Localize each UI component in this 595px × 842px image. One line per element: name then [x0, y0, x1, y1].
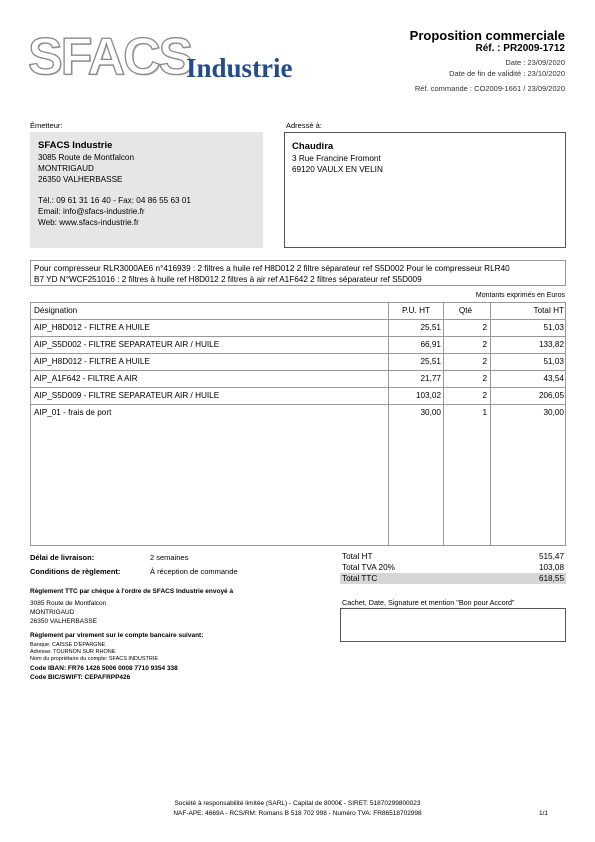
- item-total: 206,05: [538, 391, 564, 400]
- recipient-label: Adressé à:: [286, 121, 322, 130]
- logo-sfacs-text: SFACS: [28, 28, 192, 86]
- emitter-label: Émetteur:: [30, 121, 63, 130]
- company-logo: [28, 28, 318, 86]
- logo-industrie-text: Industrie: [186, 53, 293, 83]
- order-reference: Réf. commande : CO2009-1661 / 23/09/2020: [414, 84, 565, 93]
- document-title: Proposition commerciale: [409, 28, 565, 43]
- total-tva-label: Total TVA 20%: [342, 563, 395, 572]
- description-line: Pour compresseur RLR3000AE6 n°416939 : 2 filtres a huile ref H8D012 2 filtre séparateur ref S5D002 Pour le compresseur RLR40: [34, 264, 510, 273]
- item-total: 133,82: [538, 340, 564, 349]
- cheque-address-line: 3085 Route de Montfalcon: [30, 600, 107, 607]
- item-total: 51,03: [543, 323, 564, 332]
- emitter-phone: Tél.: 09 61 31 16 40 - Fax: 04 86 55 63 01: [38, 195, 191, 205]
- table-row: [31, 388, 565, 405]
- item-quantity: 2: [482, 391, 487, 400]
- recipient-address-line: 3 Rue Francine Fromont: [292, 154, 381, 163]
- cheque-payment-title: Règlement TTC par chèque à l'ordre de SFACS Industrie envoyé à: [30, 588, 234, 595]
- bank-name: Banque: CAISSE D'EPARGNE: [30, 642, 106, 648]
- total-tva-value: 103,08: [538, 563, 564, 572]
- item-designation: AIP_S5D009 - FILTRE SEPARATEUR AIR / HUILE: [34, 391, 220, 400]
- bic-code: Code BIC/SWIFT: CEPAFRPP426: [30, 673, 131, 681]
- emitter-address-line: 3085 Route de Montfalcon: [38, 153, 135, 162]
- table-row: [31, 337, 565, 354]
- item-quantity: 2: [482, 323, 487, 332]
- item-designation: AIP_S5D002 - FILTRE SEPARATEUR AIR / HUILE: [34, 340, 220, 349]
- item-total: 43,54: [543, 374, 564, 383]
- emitter-email: Email: info@sfacs-industrie.fr: [38, 206, 145, 216]
- table-row: [31, 320, 565, 337]
- delivery-delay-value: 2 semaines: [150, 553, 189, 562]
- total-ht-value: 515,47: [538, 552, 564, 561]
- table-row: [31, 354, 565, 371]
- footer-legal-line: Société à responsabilité limitée (SARL) - Capital de 8000€ - SIRET: 51870299800023: [174, 800, 421, 807]
- item-designation: AIP_H8D012 - FILTRE A HUILE: [34, 357, 150, 366]
- item-unit-price: 25,51: [420, 357, 441, 366]
- total-tva-row: [340, 562, 566, 573]
- table-row: [31, 371, 565, 388]
- item-unit-price: 103,02: [415, 391, 441, 400]
- table-header-row: [31, 303, 565, 320]
- proposal-description: [30, 260, 566, 286]
- delivery-delay-label: Délai de livraison:: [30, 553, 95, 562]
- item-designation: AIP_01 - frais de port: [34, 408, 112, 417]
- totals-block: [340, 551, 566, 584]
- page-number: 1/1: [538, 810, 548, 817]
- total-ht-row: [340, 551, 566, 562]
- validity-date: Date de fin de validité : 23/10/2020: [449, 69, 565, 78]
- bank-details: [30, 642, 290, 682]
- account-owner: Nom du propriétaire du compte: SFACS INDUSTRIE: [30, 656, 159, 663]
- header-quantity: Qté: [458, 306, 473, 315]
- item-quantity: 1: [482, 408, 487, 417]
- emitter-address-line: MONTRIGAUD: [38, 164, 94, 174]
- footer-registration-line: NAF-APE: 4669A - RCS/RM: Romans B 518 702 998 - Numéro TVA: FR86518702998: [173, 810, 422, 817]
- signature-box[interactable]: [340, 608, 566, 642]
- header-total: Total HT: [533, 306, 564, 315]
- iban-code: Code IBAN: FR76 1426 5006 0008 7710 9354 338: [30, 664, 178, 672]
- cheque-address-line: 26350 VALHERBASSE: [30, 618, 98, 625]
- recipient-address-line: 69120 VAULX EN VELIN: [292, 165, 383, 175]
- total-ttc-label: Total TTC: [342, 574, 378, 583]
- emitter-website: Web: www.sfacs-industrie.fr: [38, 218, 139, 228]
- item-quantity: 2: [482, 374, 487, 383]
- recipient-name: Chaudira: [292, 141, 334, 152]
- total-ttc-row: [340, 573, 566, 584]
- cheque-address: [30, 599, 230, 626]
- description-line: B7 YD N°WCF251016 : 2 filtres à huile ref H8D012 2 filtres à air ref A1F642 2 filtres séparateur ref S5D009: [34, 275, 422, 284]
- bank-address: Adresse: TOURNON SUR RHONE: [30, 649, 116, 656]
- header-unit-price: P.U. HT: [401, 306, 431, 315]
- item-designation: AIP_A1F642 - FILTRE A AIR: [34, 374, 138, 383]
- table-row: [31, 405, 565, 422]
- signature-label: Cachet, Date, Signature et mention "Bon pour Accord": [342, 598, 515, 607]
- items-table: [30, 302, 566, 546]
- emitter-address-line: 26350 VALHERBASSE: [38, 175, 123, 185]
- document-reference: Réf. : PR2009-1712: [475, 43, 565, 54]
- emitter-box: [30, 132, 263, 248]
- item-designation: AIP_H8D012 - FILTRE A HUILE: [34, 323, 150, 332]
- payment-conditions-label: Conditions de règlement:: [30, 567, 121, 576]
- document-date: Date : 23/09/2020: [505, 58, 565, 67]
- transfer-payment-title: Règlement par virement sur le compte bancaire suivant:: [30, 632, 204, 639]
- item-quantity: 2: [482, 340, 487, 349]
- total-ht-label: Total HT: [342, 552, 373, 561]
- total-ttc-value: 618,55: [538, 574, 564, 583]
- item-total: 30,00: [543, 408, 564, 417]
- item-unit-price: 21,77: [420, 374, 441, 383]
- cheque-address-line: MONTRIGAUD: [30, 609, 75, 616]
- currency-note: Montants exprimés en Euros: [475, 292, 565, 299]
- item-unit-price: 25,51: [420, 323, 441, 332]
- item-quantity: 2: [482, 357, 487, 366]
- payment-conditions-value: À réception de commande: [150, 567, 238, 576]
- item-unit-price: 30,00: [420, 408, 441, 417]
- recipient-box: [284, 132, 566, 248]
- item-total: 51,03: [543, 357, 564, 366]
- header-designation: Désignation: [34, 306, 78, 315]
- emitter-name: SFACS Industrie: [38, 140, 113, 151]
- item-unit-price: 66,91: [420, 340, 441, 349]
